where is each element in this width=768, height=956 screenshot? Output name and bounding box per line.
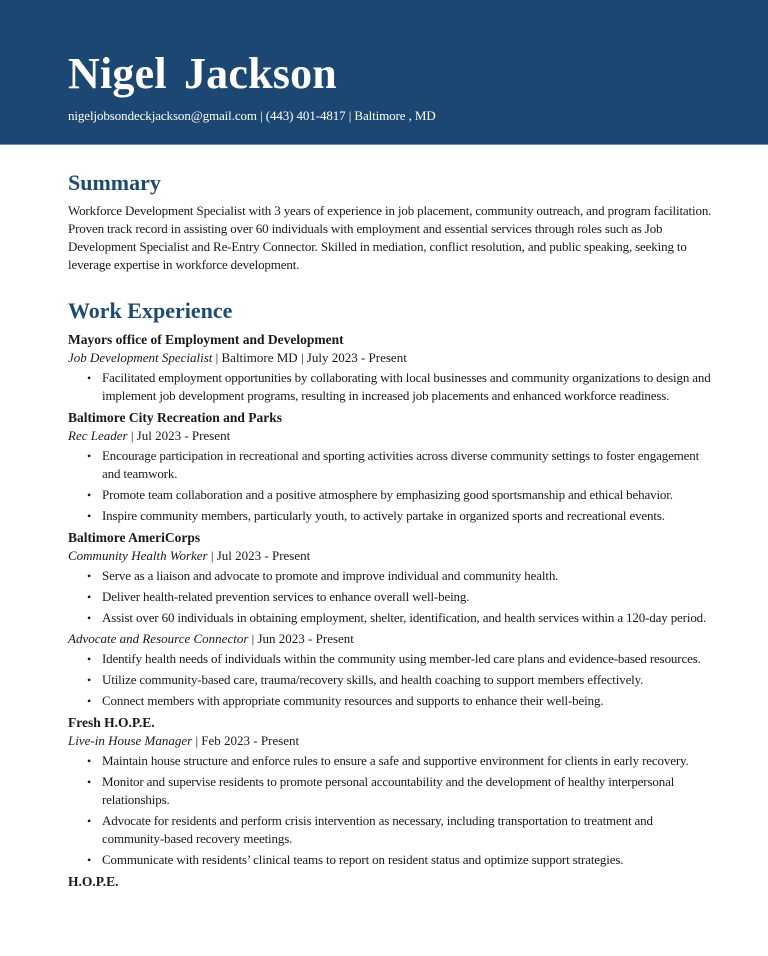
- company-name: Fresh H.O.P.E.: [68, 715, 155, 730]
- bullet-item: • Encourage participation in recreational and sporting activities across diverse community settings to foster engagement and teamwork.: [102, 447, 716, 483]
- job-entry: [68, 408, 716, 525]
- job-entry: [68, 872, 716, 891]
- job-entry: [68, 330, 716, 405]
- bullet-item: • Facilitated employment opportunities by collaborating with local businesses and community organizations to design and implement job development programs, resulting in increased job placements and enhanced workforce readiness.: [102, 369, 716, 405]
- role-title: Rec Leader: [68, 428, 128, 443]
- work-experience-section: [68, 300, 716, 891]
- summary-text: Workforce Development Specialist with 3 years of experience in job placement, community outreach, and program facilitation. Proven track record in assisting over 60 individuals with employment and essential services through roles such as Job Development Specialist and Re-Entry Connector. Skilled in mediation, conflict resolution, and public speaking, seeking to leverage expertise in workforce development.: [68, 203, 712, 272]
- role-line: [68, 427, 716, 445]
- bullet-item: • Maintain house structure and enforce rules to ensure a safe and supportive environment for clients in early recovery.: [102, 752, 716, 770]
- role-title: Advocate and Resource Connector: [68, 631, 249, 646]
- bullet-item: • Inspire community members, particularly youth, to actively partake in organized sports and recreational events.: [102, 507, 716, 525]
- bullet-list: [68, 447, 716, 525]
- bullet-list: [68, 650, 716, 710]
- bullet-list: [68, 752, 716, 869]
- resume-body: [0, 145, 768, 891]
- role-details: | Jul 2023 - Present: [207, 548, 311, 563]
- bullet-list: [68, 369, 716, 405]
- company-name: H.O.P.E.: [68, 874, 119, 889]
- role-line: [68, 547, 716, 565]
- bullet-item: • Communicate with residents’ clinical teams to report on resident status and optimize support strategies.: [102, 851, 716, 869]
- summary-heading: Summary: [68, 170, 161, 195]
- role-line: [68, 630, 716, 648]
- job-entry: [68, 528, 716, 710]
- bullet-item: • Advocate for residents and perform crisis intervention as necessary, including transportation to treatment and community-based recovery meetings.: [102, 812, 716, 848]
- job-entry: [68, 713, 716, 869]
- role-details: | Jun 2023 - Present: [248, 631, 354, 646]
- company-name: Baltimore AmeriCorps: [68, 530, 201, 545]
- company-name: Baltimore City Recreation and Parks: [68, 410, 282, 425]
- role-line: [68, 732, 716, 750]
- summary-section: [68, 145, 716, 274]
- contact-info: nigeljobsondeckjackson@gmail.com | (443) 401-4817 | Baltimore , MD: [68, 108, 436, 123]
- bullet-list: [68, 567, 716, 627]
- bullet-item: • Connect members with appropriate community resources and supports to enhance their well-being.: [102, 692, 716, 710]
- work-experience-heading: Work Experience: [68, 298, 233, 323]
- role-details: | Jul 2023 - Present: [127, 428, 231, 443]
- company-name: Mayors office of Employment and Development: [68, 332, 344, 347]
- role-title: Community Health Worker: [68, 548, 208, 563]
- role-details: | Feb 2023 - Present: [192, 733, 300, 748]
- bullet-item: • Identify health needs of individuals within the community using member-led care plans and evidence-based resources.: [102, 650, 716, 668]
- bullet-item: • Utilize community-based care, trauma/recovery skills, and health coaching to support members effectively.: [102, 671, 716, 689]
- bullet-item: • Deliver health-related prevention services to enhance overall well-being.: [102, 588, 716, 606]
- bullet-item: • Serve as a liaison and advocate to promote and improve individual and community health.: [102, 567, 716, 585]
- role-details: | Baltimore MD | July 2023 - Present: [212, 350, 407, 365]
- role-title: Live-in House Manager: [68, 733, 193, 748]
- resume-header: [0, 0, 768, 145]
- candidate-name: Nigel Jackson: [68, 49, 337, 98]
- bullet-item: • Promote team collaboration and a positive atmosphere by emphasizing good sportsmanship and ethical behavior.: [102, 486, 716, 504]
- bullet-item: • Assist over 60 individuals in obtaining employment, shelter, identification, and health services within a 120-day period.: [102, 609, 716, 627]
- role-title: Job Development Specialist: [68, 350, 213, 365]
- role-line: [68, 349, 716, 367]
- bullet-item: • Monitor and supervise residents to promote personal accountability and the development of healthy interpersonal relationships.: [102, 773, 716, 809]
